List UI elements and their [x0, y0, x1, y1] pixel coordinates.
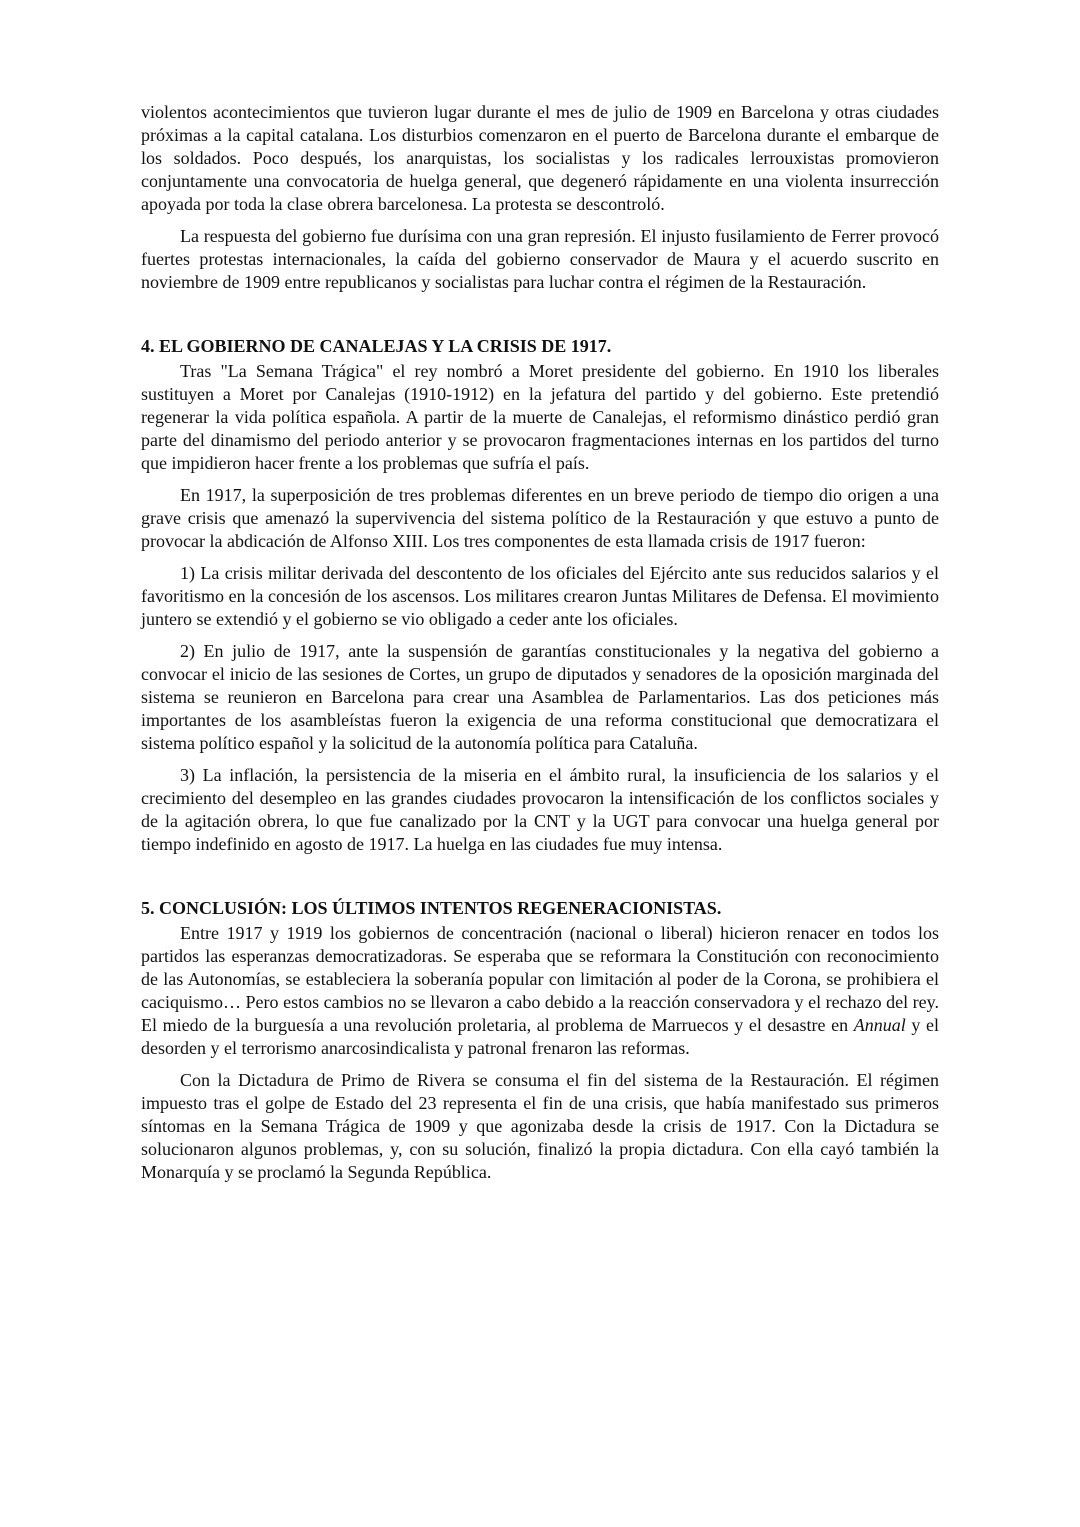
paragraph-gobierno-respuesta: La respuesta del gobierno fue durísima con una gran represión. El injusto fusilamiento de Ferrer provocó fuertes protestas internacionales, la caída del gobierno conservador de Maura y el acuerdo suscrito en noviembre de 1909 entre republicanos y socialistas para luchar contra el régimen de la Restauración.: [141, 226, 939, 292]
paragraph-text-part: Entre 1917 y 1919 los gobiernos de concentración (nacional o liberal) hicieron renacer en todos los partidos las esperanzas democratizadoras. Se esperaba que se reformara la Constitución con reconocimiento de las Autonomías, se estableciera la soberanía popular con limitación al poder de la Corona, se prohibiera el caciquismo… Pero estos cambios no se llevaron a cabo debido a la reacción conservadora y el rechazo del rey. El miedo de la burguesía a una revolución proletaria, al problema de Marruecos y el desastre en: [141, 923, 939, 1035]
paragraph-asamblea-parlamentarios: 2) En julio de 1917, ante la suspensión de garantías constitucionales y la negativa del gobierno a convocar el inicio de las sesiones de Cortes, un grupo de diputados y senadores de la oposición marginada del sistema se reunieron en Barcelona para crear una Asamblea de Parlamentarios. Las dos peticiones más importantes de los asambleístas fueron la exigencia de una reforma constitucional que democratizara el sistema político español y la solicitud de la autonomía política para Cataluña.: [141, 641, 939, 753]
paragraph-crisis-1917-intro: En 1917, la superposición de tres problemas diferentes en un breve periodo de tiempo dio origen a una grave crisis que amenazó la supervivencia del sistema político de la Restauración y que estuvo a punto de provocar la abdicación de Alfonso XIII. Los tres componentes de esta llamada crisis de 1917 fueron:: [141, 485, 939, 551]
italic-place-name: Annual: [853, 1015, 906, 1035]
paragraph-dictadura: Con la Dictadura de Primo de Rivera se consuma el fin del sistema de la Restauración. El régimen impuesto tras el golpe de Estado del 23 representa el fin de una crisis, que había manifestado sus primeros síntomas en la Semana Trágica de 1909 y que agonizaba desde la crisis de 1917. Con la Dictadura se solucionaron algunos problemas, y, con su solución, finalizó la propia dictadura. Con ella cayó también la Monarquía y se proclamó la Segunda República.: [141, 1070, 939, 1182]
section-heading-5: 5. CONCLUSIÓN: LOS ÚLTIMOS INTENTOS REGENERACIONISTAS.: [141, 898, 722, 918]
paragraph-canalejas: Tras "La Semana Trágica" el rey nombró a Moret presidente del gobierno. En 1910 los liberales sustituyen a Moret por Canalejas (1910-1912) en la jefatura del partido y del gobierno. Este pretendió regenerar la vida política española. A partir de la muerte de Canalejas, el reformismo dinástico perdió gran parte del dinamismo del periodo anterior y se provocaron fragmentaciones internas en los partidos del turno que impidieron hacer frente a los problemas que sufría el país.: [141, 361, 939, 473]
paragraph-semana-tragica-continuation: violentos acontecimientos que tuvieron lugar durante el mes de julio de 1909 en Barcelona y otras ciudades próximas a la capital catalana. Los disturbios comenzaron en el puerto de Barcelona durante el embarque de los soldados. Poco después, los anarquistas, los socialistas y los radicales lerrouxistas promovieron conjuntamente una convocatoria de huelga general, que degeneró rápidamente en una violenta insurrección apoyada por toda la clase obrera barcelonesa. La protesta se descontroló.: [141, 102, 939, 214]
paragraph-crisis-militar: 1) La crisis militar derivada del descontento de los oficiales del Ejército ante sus reducidos salarios y el favoritismo en la concesión de los ascensos. Los militares crearon Juntas Militares de Defensa. El movimiento juntero se extendió y el gobierno se vio obligado a ceder ante los oficiales.: [141, 563, 939, 629]
paragraph-text-part: y el desorden y el terrorismo anarcosindicalista y patronal frenaron las reformas.: [141, 1015, 939, 1058]
section-heading-4: 4. EL GOBIERNO DE CANALEJAS Y LA CRISIS DE 1917.: [141, 336, 612, 356]
paragraph-huelga-general: 3) La inflación, la persistencia de la miseria en el ámbito rural, la insuficiencia de los salarios y el crecimiento del desempleo en las grandes ciudades provocaron la intensificación de los conflictos sociales y de la agitación obrera, lo que fue canalizado por la CNT y la UGT para convocar una huelga general por tiempo indefinido en agosto de 1917. La huelga en las ciudades fue muy intensa.: [141, 765, 939, 854]
paragraph-intentos-regeneracionistas: [141, 922, 939, 1060]
